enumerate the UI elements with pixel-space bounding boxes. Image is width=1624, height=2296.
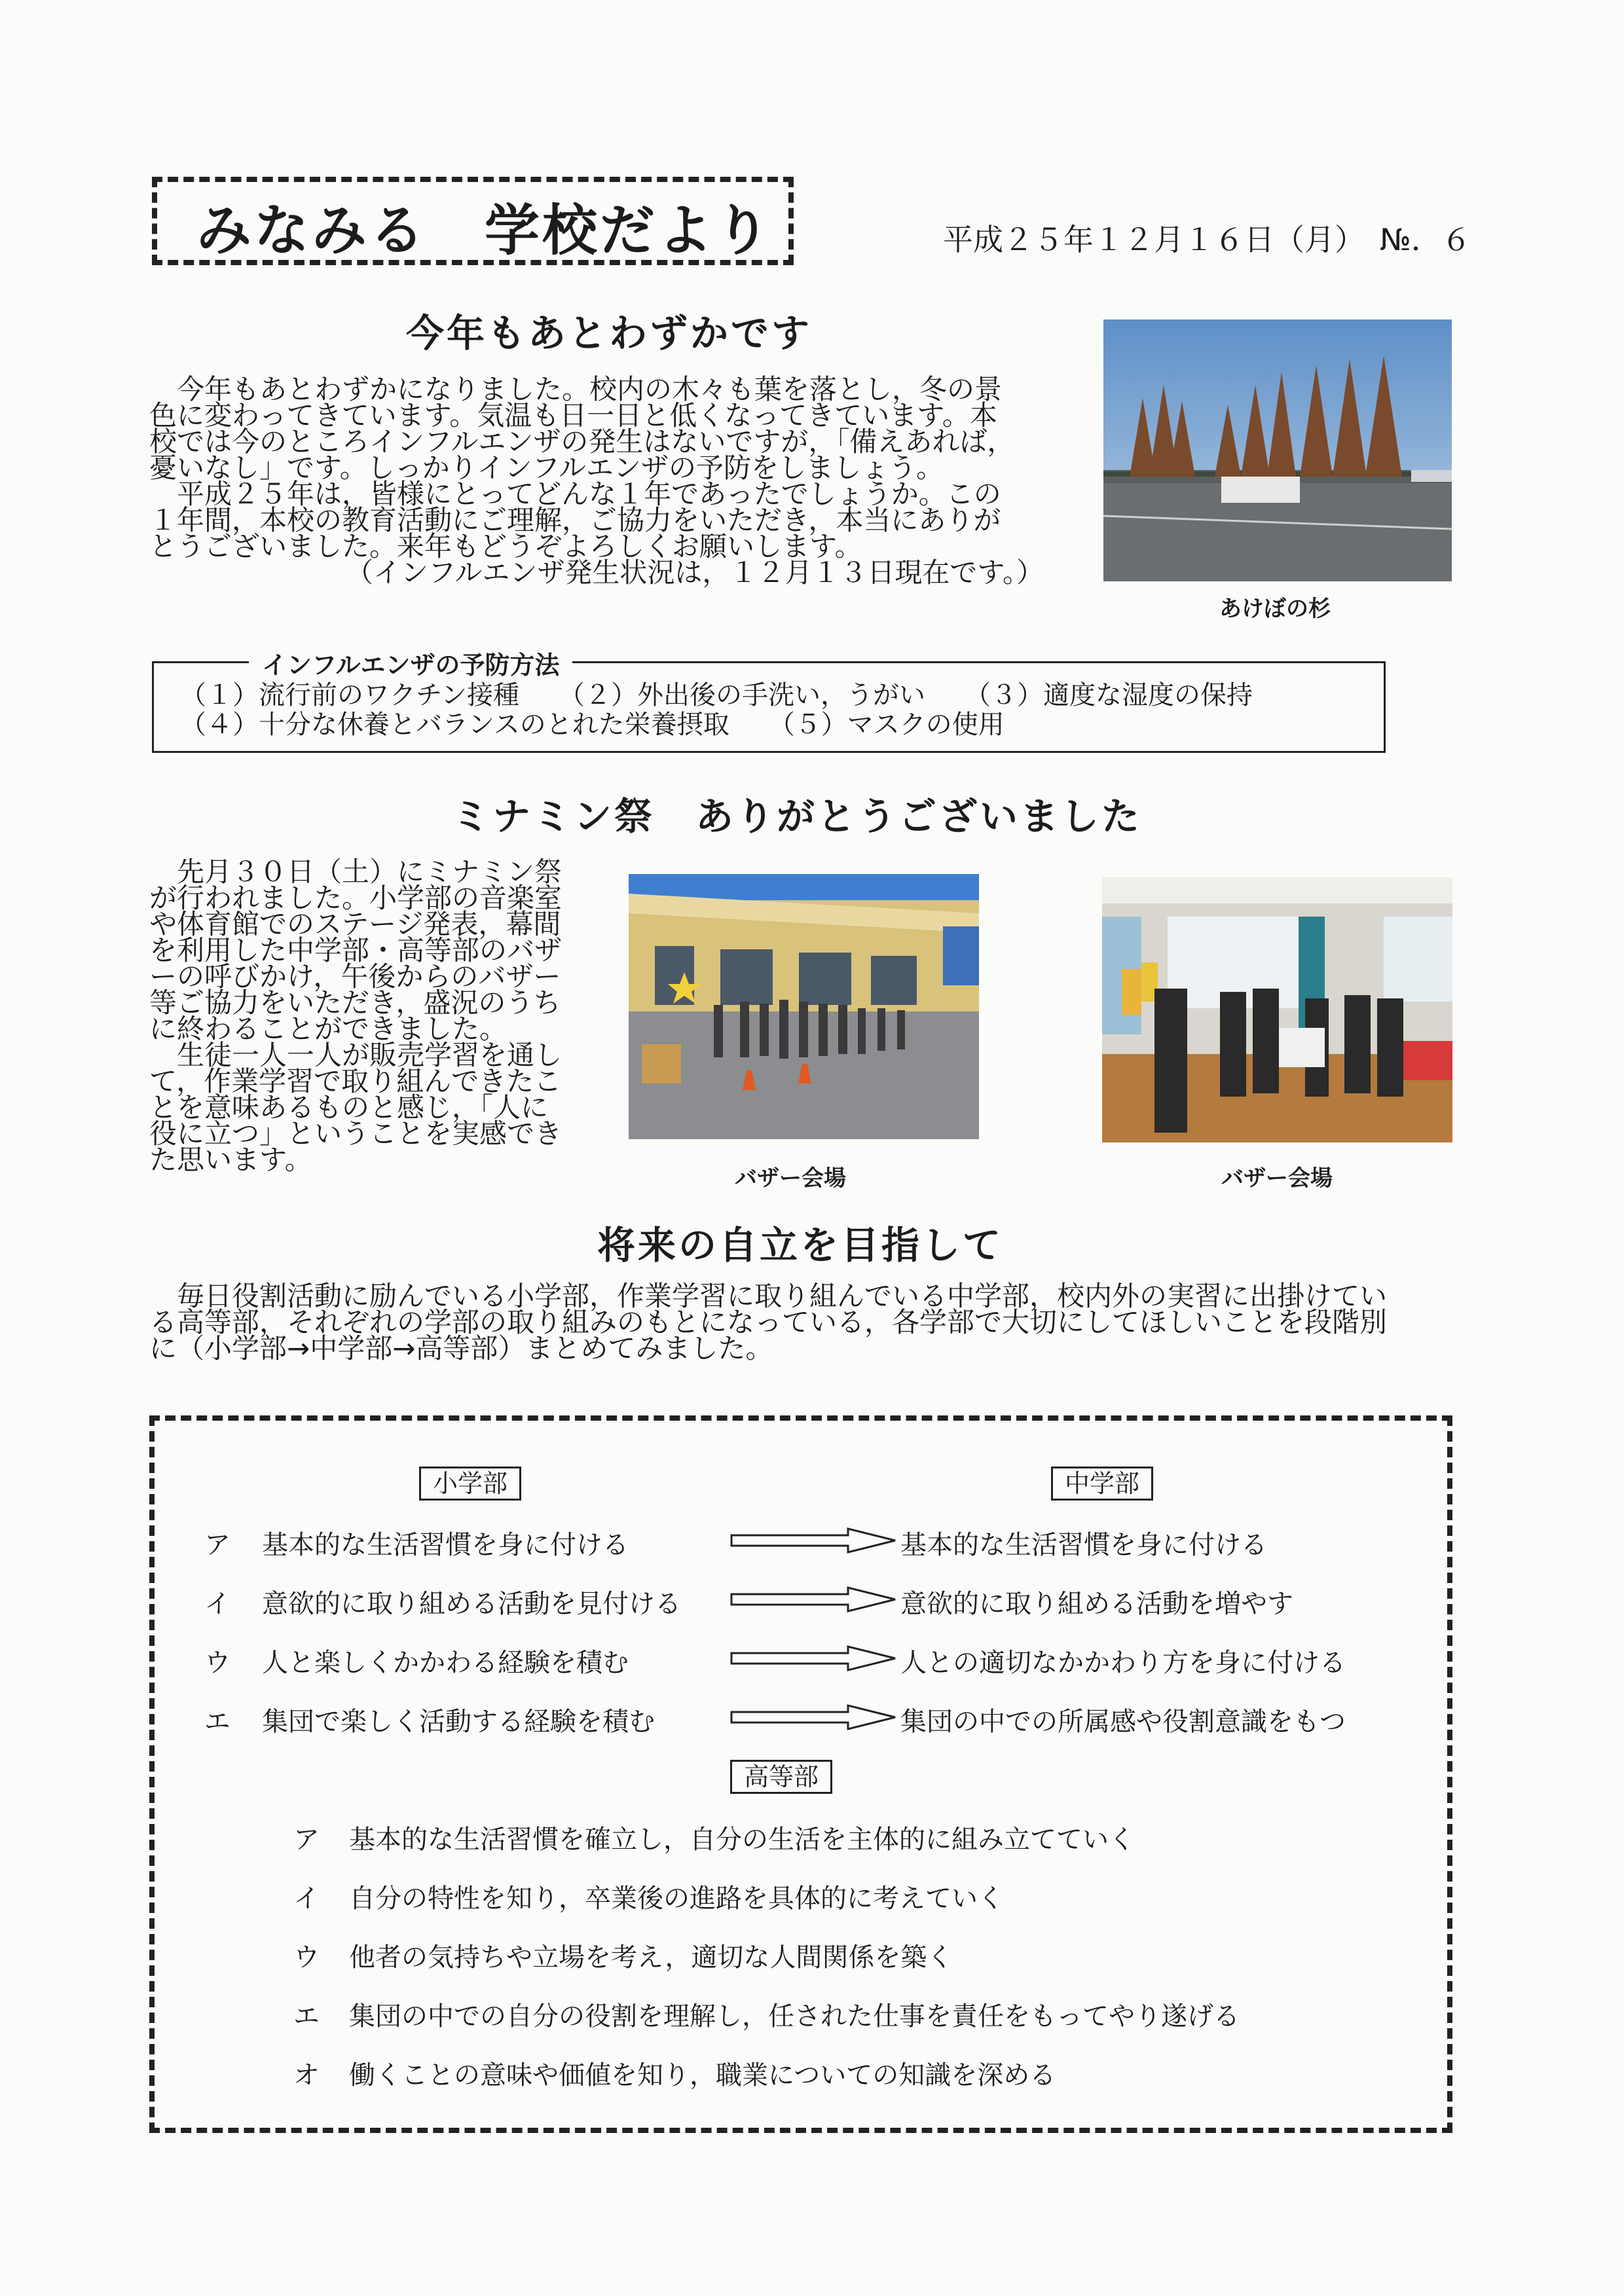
akebono-sugi-caption: あけぼの杉 xyxy=(1219,596,1331,622)
elementary-tag: 小学部 xyxy=(419,1467,521,1501)
goal-mark: ウ xyxy=(293,1942,320,1973)
prevention-line-1: （１）流行前のワクチン接種 （２）外出後の手洗い，うがい （３）適度な湿度の保持 xyxy=(180,680,1253,710)
section1-body xyxy=(149,373,1079,589)
goal-mark: エ xyxy=(204,1707,231,1737)
high-school-goal: 自分の特性を知り，卒業後の進路を具体的に考えていく xyxy=(349,1884,1004,1914)
section3-body xyxy=(149,1280,1459,1364)
arrow-right-icon xyxy=(730,1586,897,1613)
junior-high-goal: 人との適切なかかわり方を身に付ける xyxy=(900,1648,1346,1678)
goal-mark: オ xyxy=(293,2060,320,2090)
section1-line: 今年もあとわずかになりました。校内の木々も葉を落とし，冬の景 xyxy=(149,373,1003,405)
section2-line: た思います。 xyxy=(149,1144,312,1176)
elementary-goal: 人と楽しくかかわる経験を積む xyxy=(262,1648,629,1678)
section2-line: 生徒一人一人が販売学習を通し xyxy=(149,1039,563,1071)
section3-line: る高等部，それぞれの学部の取り組みのもとになっている，各学部で大切にしてほしいことを段階別 xyxy=(149,1306,1388,1338)
section3-heading: 将来の自立を目指して xyxy=(597,1223,1004,1267)
section3-line: 毎日役割活動に励んでいる小学部，作業学習に取り組んでいる中学部，校内外の実習に出掛けてい xyxy=(149,1280,1388,1312)
high-school-goal: 他者の気持ちや立場を考え，適切な人間関係を築く xyxy=(349,1942,953,1973)
section1-line: 平成２５年は，皆様にとってどんな１年であったでしょうか。この xyxy=(149,478,1001,510)
prevention-line-2: （４）十分な休養とバランスのとれた栄養摂取 （５）マスクの使用 xyxy=(180,710,1005,740)
section1-line: １年間，本校の教育活動にご理解，ご協力をいただき，本当にありが xyxy=(149,504,1001,536)
section2-line: を利用した中学部・高等部のバザ xyxy=(149,934,563,966)
junior-high-tag: 中学部 xyxy=(1051,1467,1153,1501)
section2-heading: ミナミン祭 ありがとうございました xyxy=(452,794,1143,839)
section2-line: 先月３０日（土）にミナミン祭 xyxy=(149,856,563,888)
high-school-tag: 高等部 xyxy=(730,1760,832,1794)
section1-heading: 今年もあとわずかです xyxy=(406,311,813,355)
high-school-goal: 集団の中での自分の役割を理解し，任された仕事を責任をもってやり遂げる xyxy=(349,2001,1240,2032)
newsletter-title: みなみる 学校だより xyxy=(196,198,773,263)
bazaar-photo-left xyxy=(629,874,979,1139)
elementary-goal: 集団で楽しく活動する経験を積む xyxy=(262,1707,655,1737)
arrow-right-icon xyxy=(730,1645,897,1671)
section1-line: （インフルエンザ発生状況は，１２月１３日現在です。） xyxy=(346,556,1044,589)
section2-line: 等ご協力をいただき，盛況のうち xyxy=(149,987,561,1019)
issue-date: 平成２５年１２月１６日（月） №．６ xyxy=(943,222,1471,257)
arrow-right-icon xyxy=(730,1704,897,1730)
section1-line: 憂いなし」です。しっかりインフルエンザの予防をしましょう。 xyxy=(149,452,944,484)
section2-body xyxy=(149,856,595,1176)
bazaar-caption-left: バザー会場 xyxy=(735,1165,846,1192)
section3-line: に（小学部→中学部→高等部）まとめてみました。 xyxy=(149,1332,773,1364)
goal-mark: イ xyxy=(204,1589,231,1619)
section2-line: ーの呼びかけ，午後からのバザー xyxy=(149,960,561,993)
section2-line: て，作業学習で取り組んできたこ xyxy=(149,1065,562,1097)
junior-high-goal: 基本的な生活習慣を身に付ける xyxy=(900,1530,1267,1560)
junior-high-goal: 意欲的に取り組める活動を増やす xyxy=(900,1589,1293,1619)
section1-line: 色に変わってきています。気温も日一日と低くなってきています。本 xyxy=(149,399,997,431)
bazaar-photo-right xyxy=(1102,877,1452,1142)
section2-line: 役に立つ」ということを実感でき xyxy=(149,1118,563,1150)
akebono-sugi-photo xyxy=(1103,319,1452,581)
goal-mark: ア xyxy=(204,1530,231,1560)
section2-line: に終わることができました。 xyxy=(149,1013,507,1045)
bazaar-caption-right: バザー会場 xyxy=(1221,1165,1333,1192)
goal-mark: ウ xyxy=(204,1648,231,1678)
elementary-goal: 基本的な生活習慣を身に付ける xyxy=(262,1530,629,1560)
high-school-goal: 基本的な生活習慣を確立し，自分の生活を主体的に組み立てていく xyxy=(349,1825,1135,1855)
section1-line: 校では今のところインフルエンザの発生はないですが，「備えあれば， xyxy=(149,426,1015,458)
goal-mark: エ xyxy=(293,2001,320,2032)
section2-line: が行われました。小学部の音楽室 xyxy=(149,882,563,914)
elementary-goal: 意欲的に取り組める活動を見付ける xyxy=(262,1589,681,1619)
high-school-goal: 働くことの意味や価値を知り，職業についての知識を深める xyxy=(349,2060,1056,2090)
prevention-title: インフルエンザの予防方法 xyxy=(249,645,572,681)
goal-mark: イ xyxy=(293,1884,320,1914)
section2-line: や体育館でのステージ発表，幕間 xyxy=(149,908,561,940)
section1-line: とうございました。来年もどうぞよろしくお願いします。 xyxy=(149,530,862,562)
goal-mark: ア xyxy=(293,1825,320,1855)
section2-line: とを意味あるものと感じ，「人に xyxy=(149,1091,549,1123)
junior-high-goal: 集団の中での所属感や役割意識をもつ xyxy=(900,1707,1346,1737)
arrow-right-icon xyxy=(730,1527,897,1554)
